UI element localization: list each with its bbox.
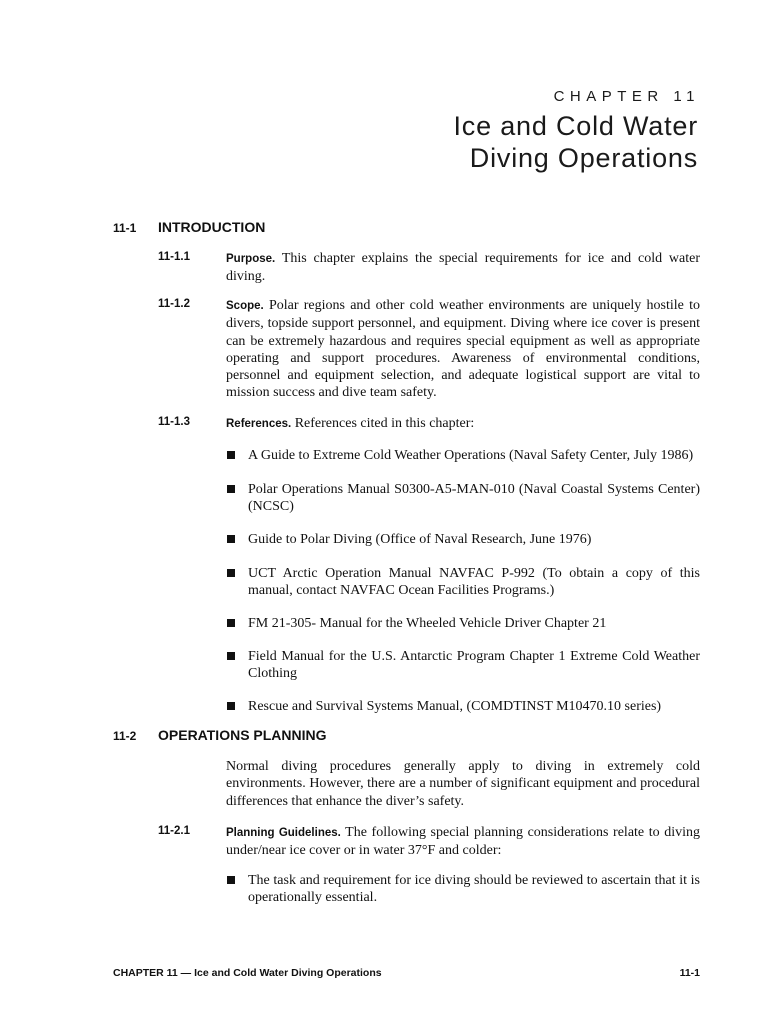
list-item: Guide to Polar Diving (Office of Naval Research, June 1976)	[226, 531, 591, 548]
list-item: Polar Operations Manual S0300-A5-MAN-010 (Naval Coastal Systems Center) (NCSC)	[226, 481, 700, 516]
bullet-square-icon	[227, 876, 235, 884]
subsection-body	[226, 250, 700, 286]
chapter-title-line-1: Ice and Cold Water	[453, 111, 698, 141]
bullet-square-icon	[227, 535, 235, 543]
subsection-planning-guidelines	[158, 824, 700, 860]
list-item: A Guide to Extreme Cold Weather Operations (Naval Safety Center, July 1986)	[226, 447, 693, 464]
section-heading-introduction	[113, 219, 265, 235]
subsection-number: 11-1.2	[158, 298, 190, 310]
subsection-text: References cited in this chapter:	[294, 416, 475, 431]
subsection-lead: Scope.	[226, 300, 264, 312]
bullet-square-icon	[227, 652, 235, 660]
bullet-square-icon	[227, 451, 235, 459]
chapter-title	[453, 110, 698, 174]
list-item: FM 21-305- Manual for the Wheeled Vehicle Driver Chapter 21	[226, 615, 606, 632]
bullet-square-icon	[227, 569, 235, 577]
chapter-title-line-2: Diving Operations	[469, 143, 698, 173]
subsection-number: 11-1.1	[158, 251, 190, 263]
section-number: 11-1	[113, 221, 137, 235]
subsection-purpose	[158, 250, 700, 286]
section-title: INTRODUCTION	[158, 219, 266, 235]
list-item: Rescue and Survival Systems Manual, (COMDTINST M10470.10 series)	[226, 698, 661, 715]
chapter-label: CHAPTER 11	[553, 88, 700, 105]
section-title: OPERATIONS PLANNING	[158, 727, 327, 743]
subsection-body	[226, 824, 700, 860]
list-item: Field Manual for the U.S. Antarctic Program Chapter 1 Extreme Cold Weather Clothing	[226, 648, 700, 683]
subsection-number: 11-1.3	[158, 416, 190, 428]
subsection-text: The following special planning considerations relate to diving under/near ice cover or in water 37°F and colder:	[226, 825, 700, 859]
subsection-lead: Purpose.	[226, 253, 276, 265]
subsection-number: 11-2.1	[158, 825, 190, 837]
subsection-body	[226, 297, 700, 402]
operations-planning-intro: Normal diving procedures generally apply to diving in extremely cold environments. However, there are a number of significant equipment and procedural differences that enhance the diver’s safety.	[226, 759, 700, 809]
subsection-text: Polar regions and other cold weather environments are uniquely hostile to divers, topside support personnel, and equipment. Diving where ice cover is present can be extremely hazardous and requires special equipment as well as appropriate operating and support procedures. Awareness of environmental conditions, personnel and equipment selection, and adequate logistical support are vital to mission success and dive team safety.	[226, 298, 701, 401]
list-item: The task and requirement for ice diving should be reviewed to ascertain that it is operationally essential.	[226, 872, 700, 907]
section-number: 11-2	[113, 729, 137, 743]
subsection-body	[226, 415, 700, 433]
section-heading-operations-planning	[113, 727, 327, 743]
footer-page-number: 11-1	[679, 967, 700, 979]
bullet-square-icon	[227, 702, 235, 710]
list-item: UCT Arctic Operation Manual NAVFAC P-992 (To obtain a copy of this manual, contact NAVFAC Ocean Facilities Programs.)	[226, 565, 700, 600]
subsection-references	[158, 415, 700, 433]
subsection-scope	[158, 297, 700, 402]
footer-chapter-title: CHAPTER 11 — Ice and Cold Water Diving Operations	[113, 967, 382, 979]
subsection-lead: References.	[226, 418, 292, 430]
subsection-lead: Planning Guidelines.	[226, 827, 341, 839]
bullet-square-icon	[227, 485, 235, 493]
subsection-text: This chapter explains the special requirements for ice and cold water diving.	[226, 251, 701, 285]
bullet-square-icon	[227, 619, 235, 627]
